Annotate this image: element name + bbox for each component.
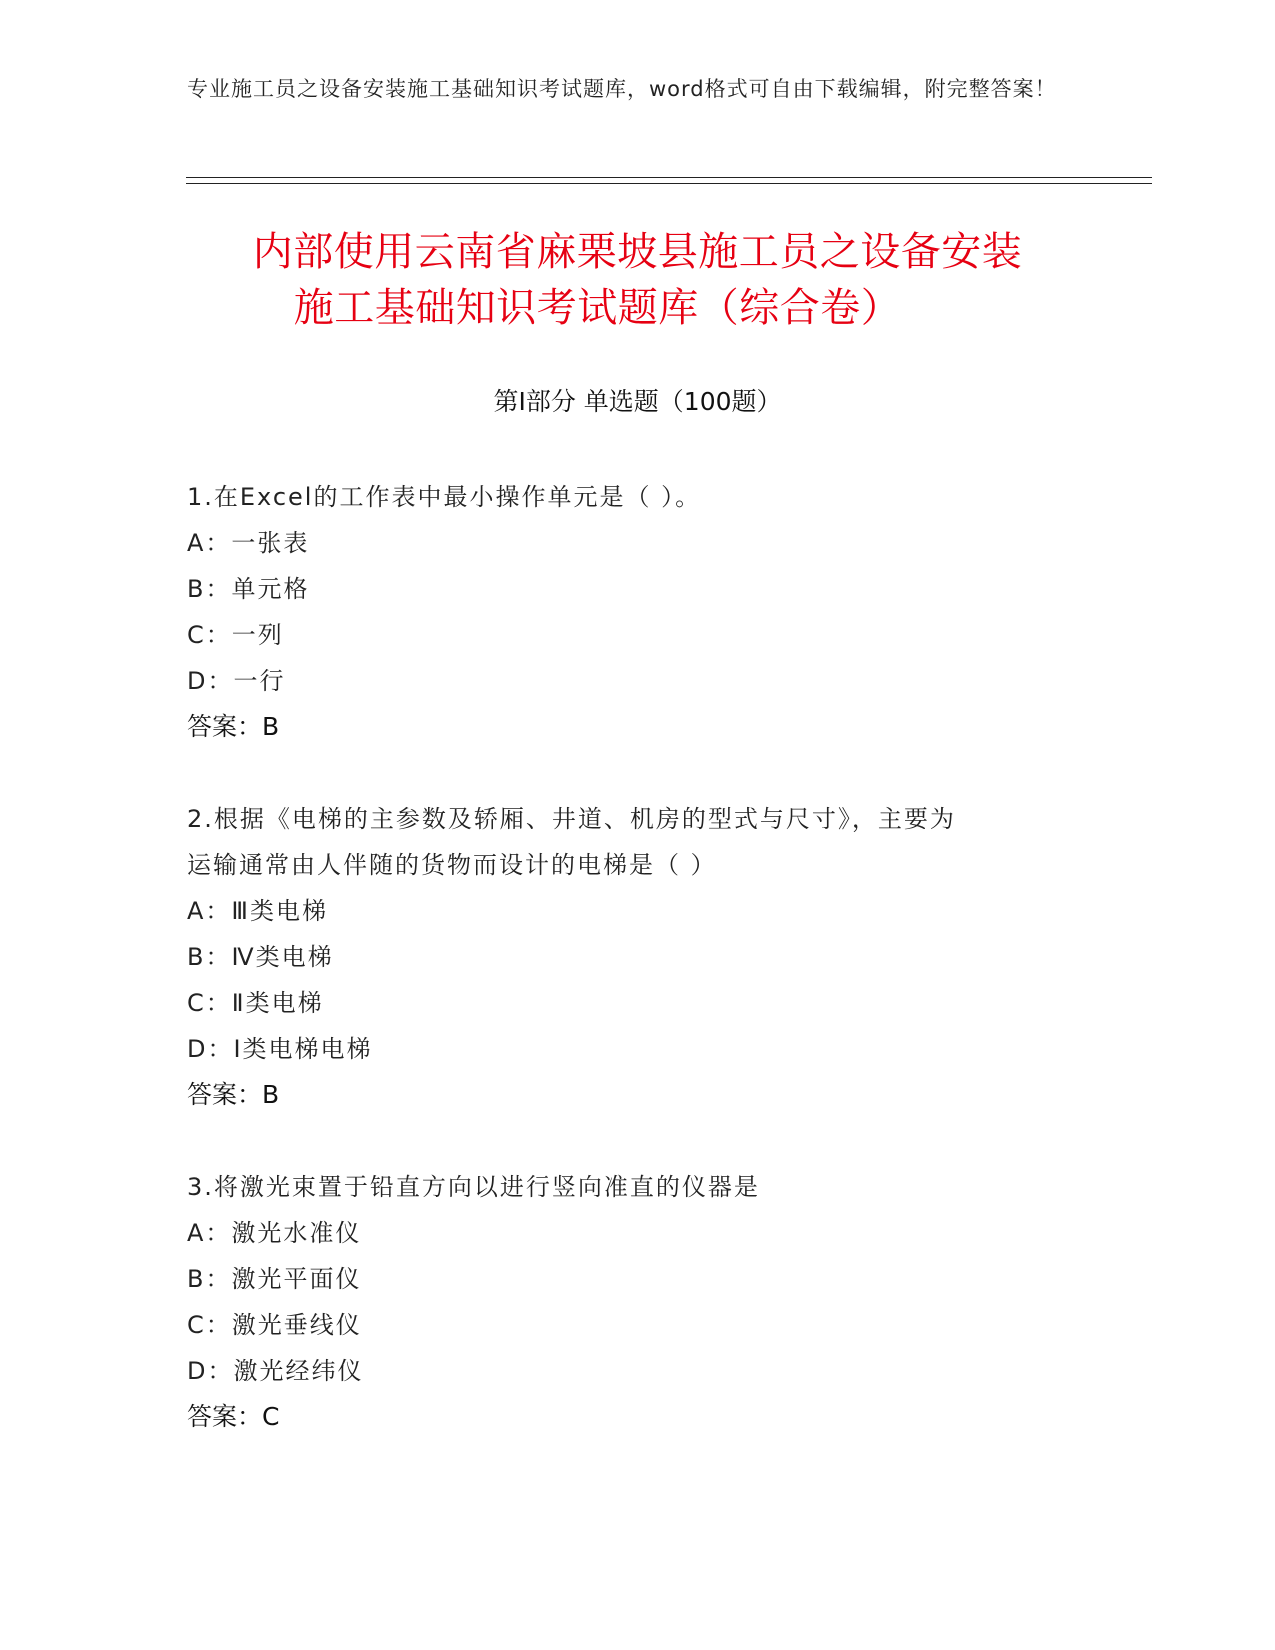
title-line-2: 施工基础知识考试题库（综合卷） [293,285,902,331]
question-list [187,474,1067,1486]
option-c: C：Ⅱ类电梯 [187,989,324,1017]
option-b: B：激光平面仪 [187,1265,362,1293]
section-title: 第Ⅰ部分 单选题（100题） [493,387,782,416]
header-note: 专业施工员之设备安装施工基础知识考试题库，word格式可自由下载编辑，附完整答案！ [187,77,1057,101]
option-d: D：一行 [187,667,286,695]
header-rule-bottom [186,183,1152,184]
option-a: A：Ⅲ类电梯 [187,897,328,925]
option-c: C：激光垂线仪 [187,1311,362,1339]
question-text-line: 1.在Excel的工作表中最小操作单元是（ ）。 [187,483,702,511]
question-text [187,796,1067,888]
option-d: D：激光经纬仪 [187,1357,364,1385]
title-line-1: 内部使用云南省麻栗坡县施工员之设备安装 [252,229,1023,275]
answer: 答案：C [187,1402,280,1431]
question-text-line: 运输通常由人伴随的货物而设计的电梯是（ ） [187,851,717,879]
answer: 答案：B [187,1080,280,1109]
question-text [187,474,1067,520]
question-text [187,1164,1067,1210]
option-a: A：激光水准仪 [187,1219,362,1247]
question-2 [187,796,1067,1118]
question-text-line: 3.将激光束置于铅直方向以进行竖向准直的仪器是 [187,1173,760,1201]
option-d: D：Ⅰ类电梯电梯 [187,1035,373,1063]
option-c: C：一列 [187,621,284,649]
document-title [150,224,1125,336]
option-b: B：单元格 [187,575,310,603]
question-1 [187,474,1067,750]
question-3 [187,1164,1067,1440]
option-a: A：一张表 [187,529,310,557]
answer: 答案：B [187,712,280,741]
header-rule-top [186,177,1152,178]
question-text-line: 2.根据《电梯的主参数及轿厢、井道、机房的型式与尺寸》，主要为 [187,805,956,833]
option-b: B：Ⅳ类电梯 [187,943,334,971]
